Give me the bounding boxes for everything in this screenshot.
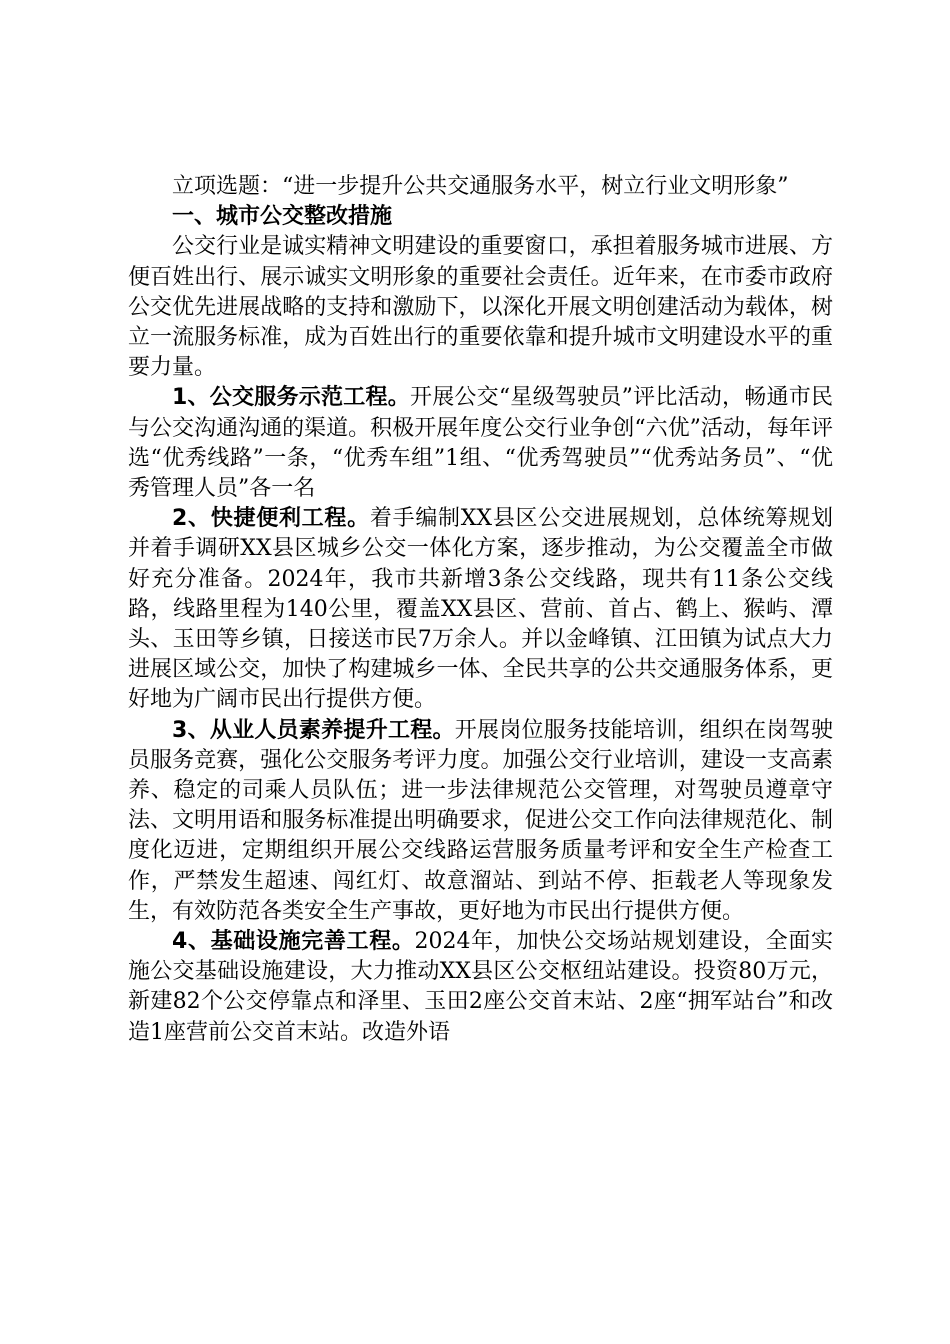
project-title-line: 立项选题：“进一步提升公共交通服务水平，树立行业文明形象” <box>172 174 789 199</box>
item-title-1: 1、公交服务示范工程。 <box>172 385 410 411</box>
intro-paragraph: 公交行业是诚实精神文明建设的重要窗口，承担着服务城市进展、方便百姓出行、展示诚实文明形象的重要社会责任。近年来，在市委市政府公交优先进展战略的支持和激励下，以深化开展文明创建活动为载体，树立一流服务标准，成为百姓出行的重要依靠和提升城市文明建设水平的重要力量。 <box>128 234 833 381</box>
item-body-1: 开展公交“星级驾驶员”评比活动，畅通市民与公交沟通沟通的渠道。积极开展年度公交行业争创“六优”活动，每年评选“优秀线路”一条，“优秀车组”1组、“优秀驾驶员”“优秀站务员”、“优秀管理人员”各一名 <box>128 385 834 502</box>
item-body-2: 着手编制XX县区公交进展规划，总体统筹规划并着手调研XX县区城乡公交一体化方案，逐步推动，为公交覆盖全市做好充分准备。2024年，我市共新增3条公交线路，现共有11条公交线路，线路里程为140公里，覆盖XX县区、营前、首占、鹤上、猴屿、潭头、玉田等乡镇，日接送市民7万余人。并以金峰镇、江田镇为试点大力进展区域公交，加快了构建城乡一体、全民共享的公共交通服务体系，更好地为广阔市民出行提供方便。 <box>128 506 834 713</box>
item-body-3: 开展岗位服务技能培训，组织在岗驾驶员服务竞赛，强化公交服务考评力度。加强公交行业培训，建设一支高素养、稳定的司乘人员队伍；进一步法律规范公交管理，对驾驶员遵章守法、文明用语和服务标准提出明确要求，促进公交工作向法律规范化、制度化迈进，定期组织开展公交线路运营服务质量考评和安全生产检查工作，严禁发生超速、闯红灯、故意溜站、到站不停、拒载老人等现象发生，有效防范各类安全生产事故，更好地为市民出行提供方便。 <box>128 717 833 924</box>
item-body-4: 2024年，加快公交场站规划建设，全面实施公交基础设施建设，大力推动XX县区公交枢纽站建设。投资80万元，新建82个公交停靠点和泽里、玉田2座公交首末站、2座“拥军站台”和改造1座营前公交首末站。改造外语 <box>128 929 833 1045</box>
item-paragraph-4 <box>128 927 833 1048</box>
item-paragraph-3 <box>128 716 833 927</box>
item-title-4: 4、基础设施完善工程。 <box>172 929 415 955</box>
item-title-3: 3、从业人员素养提升工程。 <box>172 717 455 743</box>
item-paragraph-1 <box>128 383 833 504</box>
item-title-2: 2、快捷便利工程。 <box>172 506 370 532</box>
document-page <box>128 172 833 1048</box>
section-heading: 一、城市公交整改措施 <box>172 204 393 230</box>
item-paragraph-2 <box>128 504 833 715</box>
